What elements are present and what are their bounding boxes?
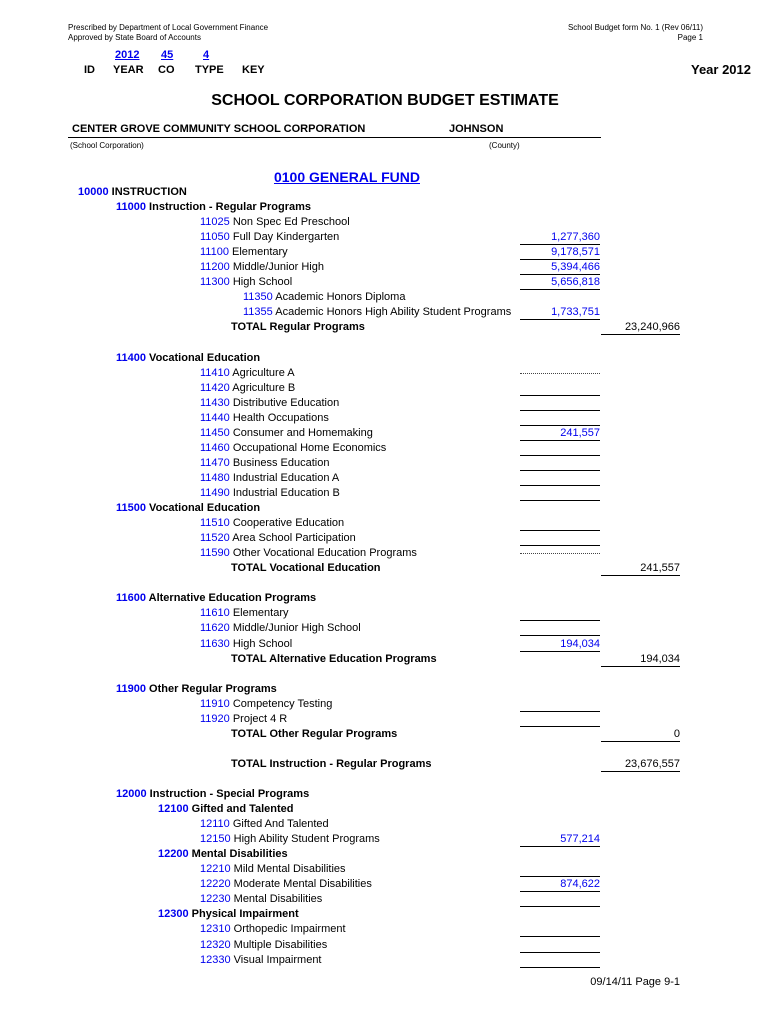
- line-label: [158, 847, 288, 862]
- line-label: [200, 697, 332, 712]
- account-name: TOTAL Instruction - Regular Programs: [231, 757, 432, 770]
- key-type-value: 4: [203, 49, 210, 61]
- total-row: [0, 727, 770, 742]
- budget-row: [0, 245, 770, 260]
- account-code: 12200: [158, 848, 189, 861]
- account-name: Mental Disabilities: [191, 848, 288, 861]
- budget-row: [0, 922, 770, 937]
- line-label: [200, 938, 327, 953]
- prescribed-text: Prescribed by Department of Local Government Finance: [68, 23, 269, 32]
- budget-row: [0, 305, 770, 320]
- key-year-label: YEAR: [113, 64, 144, 76]
- total-value: 241,557: [640, 562, 680, 575]
- account-code: 11420: [200, 381, 230, 394]
- account-name: Competency Testing: [232, 697, 333, 710]
- account-code: 11630: [200, 637, 230, 650]
- line-label: [78, 185, 187, 200]
- account-name: TOTAL Vocational Education: [231, 562, 381, 575]
- account-name: Non Spec Ed Preschool: [232, 216, 350, 229]
- budget-row: [0, 877, 770, 892]
- account-code: 11200: [200, 261, 230, 274]
- line-label: [243, 305, 511, 320]
- spacer-row: [0, 772, 770, 787]
- line-label: [200, 531, 356, 546]
- line-label: [200, 471, 339, 486]
- budget-row: [0, 381, 770, 396]
- account-code: 11000: [116, 201, 146, 214]
- account-name: Academic Honors High Ability Student Programs: [275, 306, 512, 319]
- line-label: [200, 260, 324, 275]
- budget-row: [0, 426, 770, 441]
- account-code: 12110: [200, 818, 230, 831]
- account-name: Other Vocational Education Programs: [232, 547, 417, 560]
- approved-text: Approved by State Board of Accounts: [68, 33, 201, 42]
- account-name: Other Regular Programs: [149, 682, 277, 695]
- line-label: [200, 366, 295, 381]
- fund-title: 0100 GENERAL FUND: [273, 169, 420, 185]
- line-label: [200, 832, 380, 847]
- total-value: 194,034: [640, 652, 680, 665]
- line-label: [200, 953, 322, 968]
- account-name: Moderate Mental Disabilities: [233, 878, 372, 891]
- account-name: Cooperative Education: [232, 517, 345, 530]
- county-name: JOHNSON: [449, 123, 504, 135]
- budget-row: [0, 938, 770, 953]
- account-name: Business Education: [232, 456, 330, 469]
- account-code: 11920: [200, 712, 230, 725]
- budget-row: [0, 471, 770, 486]
- spacer-row: [0, 742, 770, 757]
- account-code: 12220: [200, 878, 231, 891]
- account-name: High Ability Student Programs: [233, 833, 380, 846]
- line-label: [116, 682, 277, 697]
- line-label: [231, 320, 365, 335]
- account-name: Distributive Education: [232, 396, 340, 409]
- account-name: Vocational Education: [149, 351, 261, 364]
- account-code: 12150: [200, 833, 231, 846]
- account-name: TOTAL Regular Programs: [231, 321, 365, 334]
- account-code: 11025: [200, 216, 230, 229]
- account-code: 11520: [200, 532, 230, 545]
- account-code: 11600: [116, 592, 146, 605]
- total-value: 23,240,966: [624, 321, 680, 334]
- budget-row: [0, 637, 770, 652]
- amount-value: 5,656,818: [551, 276, 600, 289]
- line-label: [200, 922, 346, 937]
- account-name: Agriculture B: [232, 381, 296, 394]
- budget-row: [0, 411, 770, 426]
- account-code: 12000: [116, 788, 147, 800]
- budget-row: [0, 185, 770, 200]
- budget-row: [0, 215, 770, 230]
- corporation-rule: [68, 137, 601, 138]
- account-name: Instruction - Regular Programs: [149, 201, 312, 214]
- total-row: [0, 757, 770, 772]
- corporation-caption: (School Corporation): [70, 141, 144, 150]
- budget-row: [0, 832, 770, 847]
- account-code: 11470: [200, 456, 230, 469]
- account-code: 11500: [116, 502, 146, 515]
- line-label: [200, 606, 288, 621]
- amount-value: 874,622: [560, 878, 600, 891]
- amount-value: 1,733,751: [551, 306, 600, 319]
- budget-row: [0, 907, 770, 922]
- line-label: [200, 546, 417, 561]
- account-name: Elementary: [232, 607, 289, 620]
- account-code: 12310: [200, 923, 231, 936]
- line-label: [231, 757, 431, 772]
- line-label: [158, 907, 299, 922]
- account-name: Visual Impairment: [233, 953, 322, 966]
- budget-row: [0, 441, 770, 456]
- budget-row: [0, 606, 770, 621]
- line-label: [200, 245, 288, 260]
- budget-row: [0, 290, 770, 305]
- budget-row: [0, 230, 770, 245]
- line-label: [200, 456, 329, 471]
- account-name: Mild Mental Disabilities: [233, 863, 346, 876]
- account-name: TOTAL Other Regular Programs: [231, 727, 398, 740]
- account-code: 12300: [158, 908, 189, 921]
- amount-value: 9,178,571: [551, 246, 600, 259]
- account-code: 12100: [158, 803, 189, 816]
- account-code: 11410: [200, 366, 230, 379]
- account-code: 12330: [200, 953, 231, 966]
- account-code: 11910: [200, 697, 230, 710]
- account-code: 10000: [78, 186, 109, 198]
- total-value: 0: [673, 727, 680, 740]
- line-label: [200, 621, 361, 636]
- key-key-label: KEY: [242, 64, 265, 76]
- account-name: Elementary: [232, 246, 288, 259]
- account-name: Academic Honors Diploma: [275, 291, 406, 304]
- account-code: 12210: [200, 863, 231, 876]
- account-code: 12230: [200, 893, 231, 906]
- spacer-row: [0, 667, 770, 682]
- account-name: Gifted and Talented: [191, 803, 294, 816]
- amount-value: 5,394,466: [551, 261, 600, 274]
- line-label: [200, 275, 292, 290]
- budget-row: [0, 621, 770, 636]
- account-code: 11450: [200, 426, 230, 439]
- account-name: Occupational Home Economics: [232, 441, 387, 454]
- budget-row: [0, 531, 770, 546]
- budget-row: [0, 802, 770, 817]
- amount-value: 1,277,360: [551, 231, 600, 244]
- amount-value: 241,557: [560, 426, 600, 439]
- budget-row: [0, 697, 770, 712]
- line-label: [243, 290, 405, 305]
- page-number: Page 1: [677, 33, 703, 42]
- total-row: [0, 561, 770, 576]
- form-number: School Budget form No. 1 (Rev 06/11): [567, 23, 703, 32]
- line-label: [116, 591, 316, 606]
- line-label: [231, 561, 381, 576]
- budget-row: [0, 486, 770, 501]
- county-caption: (County): [489, 141, 520, 150]
- budget-row: [0, 456, 770, 471]
- account-name: Middle/Junior High School: [232, 622, 361, 635]
- account-code: 11610: [200, 607, 230, 620]
- total-row: [0, 652, 770, 667]
- account-code: 11480: [200, 471, 230, 484]
- account-code: 11355: [243, 306, 273, 319]
- account-code: 11300: [200, 276, 230, 289]
- amount-cell-rule: [520, 373, 600, 374]
- amount-value: 194,034: [560, 637, 600, 650]
- year-label: Year 2012: [690, 62, 751, 77]
- account-name: Agriculture A: [232, 366, 295, 379]
- key-id-label: ID: [84, 64, 95, 76]
- budget-row: [0, 546, 770, 561]
- budget-row: [0, 516, 770, 531]
- line-label: [200, 441, 386, 456]
- account-name: Vocational Education: [149, 502, 261, 515]
- line-label: [200, 215, 350, 230]
- account-name: Orthopedic Impairment: [233, 923, 346, 936]
- line-label: [200, 486, 340, 501]
- account-name: TOTAL Alternative Education Programs: [231, 652, 437, 665]
- budget-row: [0, 892, 770, 907]
- account-name: Multiple Disabilities: [233, 938, 328, 951]
- budget-row: [0, 396, 770, 411]
- line-label: [200, 862, 346, 877]
- budget-row: [0, 953, 770, 968]
- line-label: [200, 516, 344, 531]
- corporation-name: CENTER GROVE COMMUNITY SCHOOL CORPORATION: [72, 123, 366, 135]
- line-label: [116, 351, 260, 366]
- account-name: Industrial Education A: [232, 471, 340, 484]
- key-year-value: 2012: [115, 49, 140, 61]
- account-code: 11100: [200, 246, 229, 259]
- account-name: High School: [232, 276, 293, 289]
- budget-row: [0, 366, 770, 381]
- account-code: 11430: [200, 396, 230, 409]
- line-label: [200, 396, 339, 411]
- line-label: [200, 877, 372, 892]
- line-label: [116, 501, 260, 516]
- line-label: [200, 381, 295, 396]
- account-name: Area School Participation: [232, 532, 356, 545]
- account-name: Consumer and Homemaking: [232, 426, 373, 439]
- budget-row: [0, 351, 770, 366]
- account-name: Mental Disabilities: [233, 893, 323, 906]
- account-name: Gifted And Talented: [232, 818, 329, 831]
- amount-cell-rule: [520, 553, 600, 554]
- line-label: [116, 200, 311, 215]
- line-label: [200, 817, 329, 832]
- line-label: [200, 230, 339, 245]
- line-label: [231, 652, 437, 667]
- amount-cell-rule: [520, 967, 600, 968]
- budget-row: [0, 862, 770, 877]
- key-co-value: 45: [161, 49, 174, 61]
- account-name: Instruction - Special Programs: [149, 788, 310, 800]
- account-name: INSTRUCTION: [111, 186, 187, 198]
- budget-row: [0, 712, 770, 727]
- budget-row: [0, 591, 770, 606]
- budget-row: [0, 682, 770, 697]
- budget-row: [0, 847, 770, 862]
- line-label: [200, 892, 322, 907]
- account-name: Health Occupations: [232, 411, 329, 424]
- budget-row: [0, 817, 770, 832]
- account-code: 11590: [200, 547, 230, 560]
- account-code: 11460: [200, 441, 230, 454]
- line-label: [200, 712, 287, 727]
- account-code: 12320: [200, 938, 231, 951]
- budget-row: [0, 501, 770, 516]
- spacer-row: [0, 576, 770, 591]
- account-name: Middle/Junior High: [232, 261, 324, 274]
- page-title: SCHOOL CORPORATION BUDGET ESTIMATE: [211, 92, 559, 109]
- budget-row: [0, 787, 770, 802]
- account-name: High School: [232, 637, 293, 650]
- key-type-label: TYPE: [195, 64, 224, 76]
- budget-row: [0, 200, 770, 215]
- account-name: Industrial Education B: [232, 487, 340, 499]
- line-label: [231, 727, 397, 742]
- account-code: 11350: [243, 291, 273, 304]
- budget-row: [0, 275, 770, 290]
- line-label: [116, 787, 309, 802]
- account-code: 11510: [200, 517, 230, 530]
- total-row: [0, 320, 770, 335]
- account-code: 11440: [200, 411, 230, 424]
- line-label: [158, 802, 294, 817]
- footer-page: 09/14/11 Page 9-1: [590, 976, 680, 988]
- account-name: Full Day Kindergarten: [232, 231, 340, 244]
- account-code: 11050: [200, 231, 230, 244]
- account-name: Physical Impairment: [191, 908, 299, 921]
- line-label: [200, 426, 373, 441]
- account-code: 11620: [200, 622, 230, 635]
- total-value: 23,676,557: [624, 757, 680, 770]
- key-co-label: CO: [158, 64, 175, 76]
- amount-value: 577,214: [560, 833, 600, 846]
- budget-row: [0, 260, 770, 275]
- account-code: 11490: [200, 487, 230, 499]
- account-code: 11900: [116, 682, 146, 695]
- account-code: 11400: [116, 351, 146, 364]
- line-label: [200, 411, 329, 426]
- account-name: Alternative Education Programs: [148, 592, 317, 605]
- account-name: Project 4 R: [232, 712, 288, 725]
- line-label: [200, 637, 292, 652]
- spacer-row: [0, 336, 770, 351]
